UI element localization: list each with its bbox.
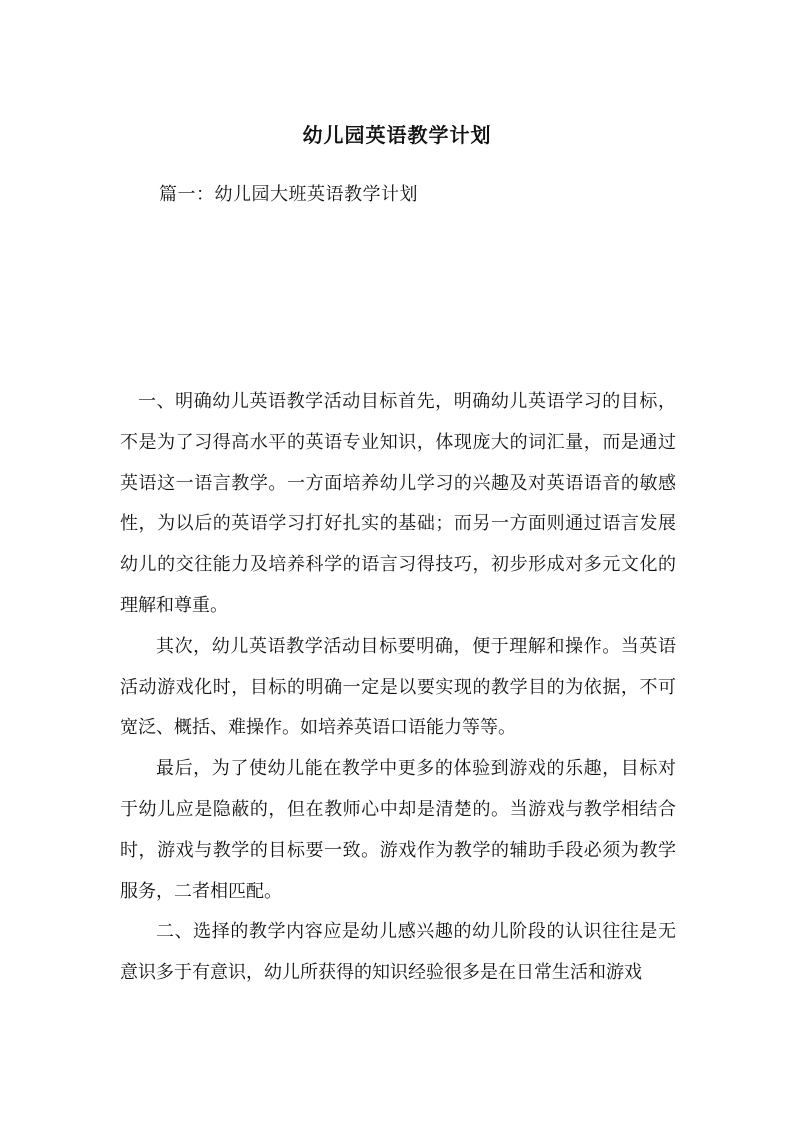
- paragraph-content: 二、选择的教学内容应是幼儿感兴趣的幼儿阶段的认识往往是无意识多于有意识，幼儿所获得的知识经验很多是在日常生活和游戏: [120, 921, 676, 984]
- paragraph-second: 其次，幼儿英语教学活动目标要明确，便于理解和操作。当英语活动游戏化时，目标的明确一定是以要实现的教学目的为依据，不可宽泛、概括、难操作。如培养英语口语能力等等。: [120, 635, 676, 739]
- paragraph-last: 最后，为了使幼儿能在教学中更多的体验到游戏的乐趣，目标对于幼儿应是隐蔽的，但在教师心中却是清楚的。当游戏与教学相结合时，游戏与教学的目标要一致。游戏作为教学的辅助手段必须为教学服务，二者相匹配。: [120, 758, 676, 902]
- document-body: [120, 382, 676, 1034]
- document-title: 幼儿园英语教学计划: [302, 123, 492, 147]
- paragraph-goals: 一、明确幼儿英语教学活动目标首先，明确幼儿英语学习的目标，不是为了习得高水平的英语专业知识，体现庞大的词汇量，而是通过英语这一语言教学。一方面培养幼儿学习的兴趣及对英语语音的敏感性，为以后的英语学习打好扎实的基础；而另一方面则通过语言发展幼儿的交往能力及培养科学的语言习得技巧，初步形成对多元文化的理解和尊重。: [120, 391, 676, 616]
- document-subtitle: 篇一：幼儿园大班英语教学计划: [159, 184, 418, 205]
